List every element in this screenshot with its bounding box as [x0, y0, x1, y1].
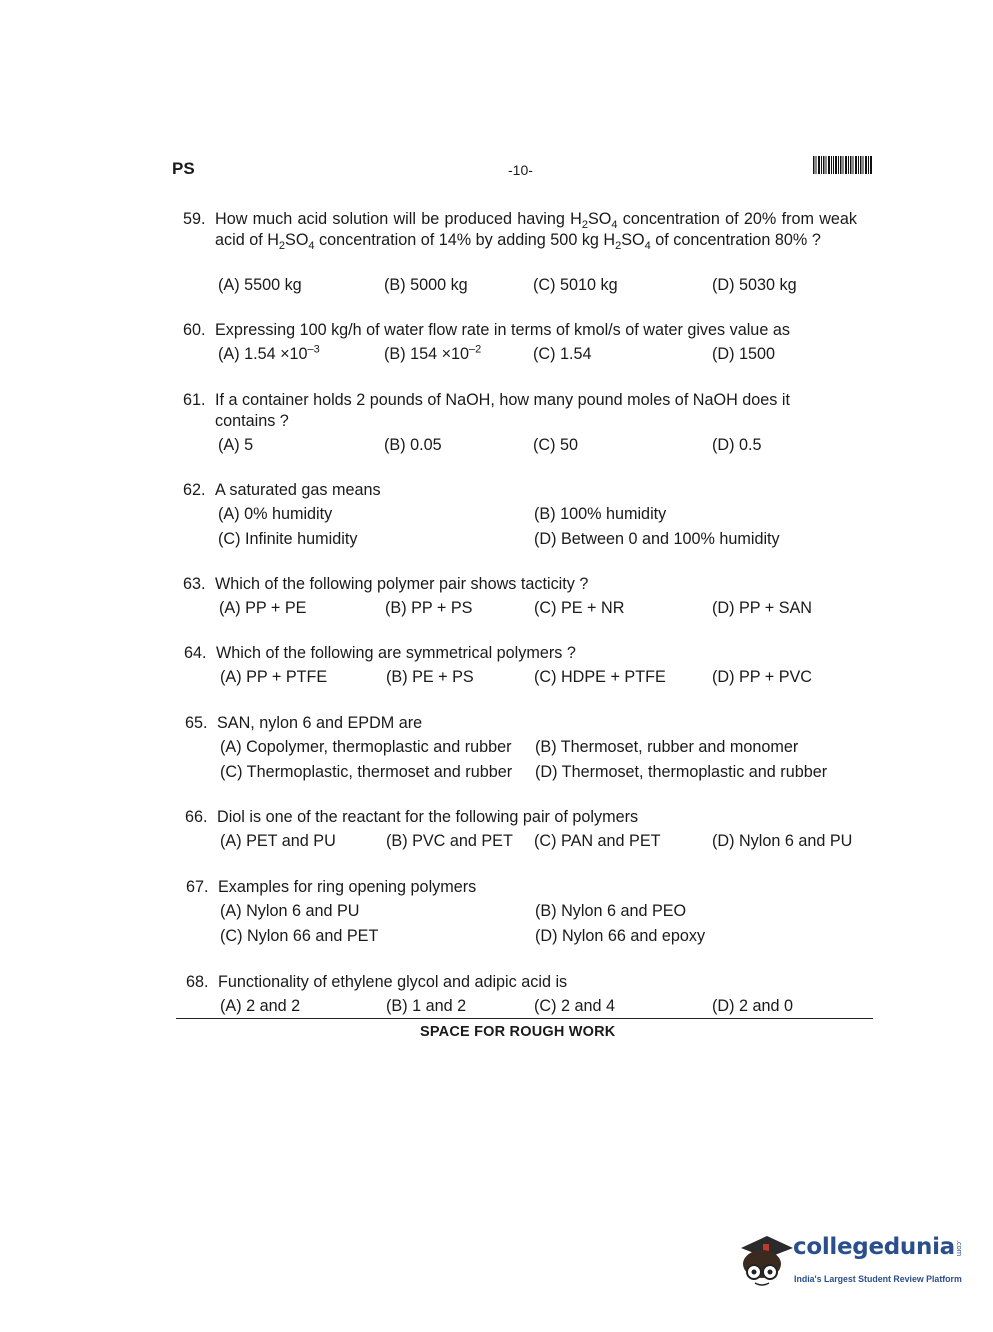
- option-a: (A) Copolymer, thermoplastic and rubber: [220, 738, 512, 756]
- question-text: If a container holds 2 pounds of NaOH, how many pound moles of NaOH does it contains ?: [215, 391, 790, 430]
- option-c: (C) Nylon 66 and PET: [220, 927, 379, 945]
- option-b: (B) Nylon 6 and PEO: [535, 902, 687, 920]
- barcode-icon: [813, 156, 873, 174]
- question-text: Examples for ring opening polymers: [218, 878, 477, 896]
- option-c: (C) PE + NR: [534, 599, 625, 617]
- option-b: (B) 100% humidity: [534, 505, 667, 523]
- option-d: (D) Nylon 6 and PU: [712, 832, 853, 850]
- question-text: Which of the following are symmetrical polymers ?: [216, 644, 576, 662]
- option-b: (B) Thermoset, rubber and monomer: [535, 738, 799, 756]
- question-number: 60.: [183, 321, 206, 339]
- option-a: (A) Nylon 6 and PU: [220, 902, 360, 920]
- rough-work-label: SPACE FOR ROUGH WORK: [420, 1024, 616, 1040]
- option-c: (C) 1.54: [533, 345, 592, 363]
- option-d: (D) Nylon 66 and epoxy: [535, 927, 706, 945]
- logo-wordmark: collegedunia.com: [793, 1234, 963, 1260]
- option-a: (A) 5500 kg: [218, 276, 302, 294]
- option-d: (D) 5030 kg: [712, 276, 797, 294]
- option-a: (A) 2 and 2: [220, 997, 301, 1015]
- option-c: (C) HDPE + PTFE: [534, 668, 666, 686]
- option-b: (B) PP + PS: [385, 599, 473, 617]
- question-text: Which of the following polymer pair shows tacticity ?: [215, 575, 589, 593]
- option-d: (D) 1500: [712, 345, 775, 363]
- option-b: (B) PE + PS: [386, 668, 474, 686]
- question-number: 62.: [183, 481, 206, 499]
- option-d: (D) Thermoset, thermoplastic and rubber: [535, 763, 828, 781]
- option-a: (A) PET and PU: [220, 832, 336, 850]
- page-number: -10-: [508, 162, 533, 178]
- question-number: 59.: [183, 210, 206, 228]
- option-c: (C) Thermoplastic, thermoset and rubber: [220, 763, 513, 781]
- option-b: (B) PVC and PET: [386, 832, 513, 850]
- question-text: Expressing 100 kg/h of water flow rate in terms of kmol/s of water gives value as: [215, 321, 790, 339]
- question-text: Functionality of ethylene glycol and adipic acid is: [218, 973, 568, 991]
- option-a: (A) 5: [218, 436, 254, 454]
- option-c: (C) 2 and 4: [534, 997, 615, 1015]
- question-number: 63.: [183, 575, 206, 593]
- question-number: 65.: [185, 714, 208, 732]
- rough-work-divider: [176, 1018, 873, 1019]
- option-d: (D) 2 and 0: [712, 997, 793, 1015]
- question-text: SAN, nylon 6 and EPDM are: [217, 714, 423, 732]
- option-b: (B) 5000 kg: [384, 276, 468, 294]
- collegedunia-mascot-icon: [737, 1226, 795, 1290]
- question-text: A saturated gas means: [215, 481, 381, 499]
- question-number: 61.: [183, 391, 206, 409]
- option-a: (A) PP + PE: [219, 599, 307, 617]
- option-a: (A) PP + PTFE: [220, 668, 328, 686]
- option-c: (C) PAN and PET: [534, 832, 661, 850]
- option-b: (B) 1 and 2: [386, 997, 467, 1015]
- question-number: 67.: [186, 878, 209, 896]
- option-d: (D) PP + PVC: [712, 668, 813, 686]
- option-b: (B) 0.05: [384, 436, 442, 454]
- option-d: (D) 0.5: [712, 436, 762, 454]
- option-c: (C) 5010 kg: [533, 276, 618, 294]
- option-c: (C) Infinite humidity: [218, 530, 358, 548]
- logo-tagline: India's Largest Student Review Platform: [794, 1274, 962, 1284]
- question-number: 64.: [184, 644, 207, 662]
- question-text: Diol is one of the reactant for the following pair of polymers: [217, 808, 639, 826]
- question-text: How much acid solution will be produced having $H_2SO_4$ concentration of 20% from weak acid of $H_2SO_4$ concentration of 14% by adding 500 kg $H_2SO_4$ of concentration 80% ?: [215, 210, 857, 252]
- option-c: (C) 50: [533, 436, 578, 454]
- question-number: 66.: [185, 808, 208, 826]
- option-d: (D) Between 0 and 100% humidity: [534, 530, 780, 548]
- option-b: (B) $154 \times 10^{-2}$: [384, 343, 482, 363]
- option-a: (A) 0% humidity: [218, 505, 333, 523]
- paper-code: PS: [172, 159, 195, 178]
- option-a: (A) $1.54 \times 10^{-3}$: [218, 343, 320, 363]
- option-d: (D) PP + SAN: [712, 599, 813, 617]
- question-number: 68.: [186, 973, 209, 991]
